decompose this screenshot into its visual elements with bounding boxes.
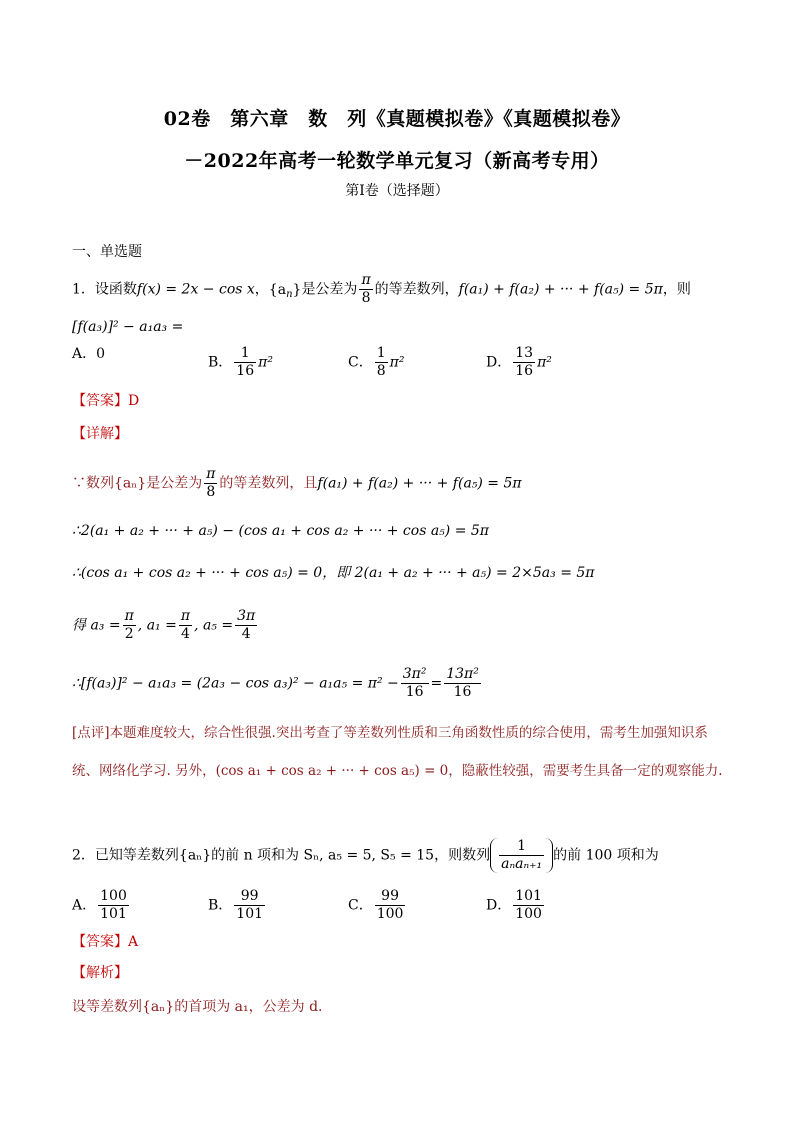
seq-close: }	[292, 281, 302, 298]
question-2-fraction	[499, 838, 544, 873]
step-4-mid-1: , a₁ =	[137, 617, 177, 634]
frac-num: 100	[100, 888, 127, 904]
question-2-option-a	[72, 888, 131, 923]
step-1-mid: 的等差数列，且	[219, 475, 318, 492]
frac-den: 4	[180, 626, 190, 642]
option-b-label: B．	[208, 354, 233, 371]
option-c-tail: π²	[389, 354, 405, 371]
question-1-mid2: 是公差为	[301, 281, 358, 298]
option-c-label: C．	[348, 354, 373, 371]
question-1-expression: [f(a₃)]² − a₁a₃ =	[72, 319, 184, 335]
question-1-answer: 【答案】D	[72, 393, 140, 409]
question-1-option-c	[348, 345, 404, 380]
option-d-fraction	[513, 345, 535, 380]
question-2-brace	[490, 838, 553, 873]
option-c-fraction	[375, 888, 406, 923]
question-2-option-c	[348, 888, 407, 923]
frac-den: 2	[124, 626, 134, 642]
question-2-option-b	[208, 888, 267, 923]
option-c-label: C．	[348, 897, 373, 914]
option-d-fraction	[513, 888, 544, 923]
option-c-fraction	[375, 345, 388, 380]
question-1-fraction	[359, 272, 372, 307]
frac-num: 13π²	[446, 666, 479, 682]
question-1-function: f(x) = 2x − cos x	[136, 281, 255, 298]
seq-open: {a	[268, 281, 287, 298]
option-b-fraction	[234, 888, 265, 923]
question-1-seq	[269, 282, 302, 298]
option-a-value: 0	[96, 346, 106, 362]
option-a-label: A．	[72, 346, 97, 362]
question-2-analysis-line-1: 设等差数列{aₙ}的首项为 a₁，公差为 d.	[72, 999, 323, 1015]
question-1-comment-line-1: [点评]本题难度较大，综合性很强.突出考查了等差数列性质和三角函数性质的综合使用，需考生加强知识系	[72, 725, 708, 741]
option-a-fraction	[98, 888, 129, 923]
frac-den: 8	[376, 363, 386, 379]
question-1-step-2: ∴2(a₁ + a₂ + ··· + a₅) − (cos a₁ + cos a₂ + ··· + cos a₅) = 5π	[72, 523, 489, 539]
question-1-option-d	[486, 345, 552, 380]
question-1-condition: f(a₁) + f(a₂) + ··· + f(a₅) = 5π	[458, 281, 663, 298]
frac-den: 8	[361, 290, 371, 306]
question-1-lead: 1．设函数	[72, 281, 137, 298]
question-2-analysis-label: 【解析】	[72, 965, 128, 981]
question-1-step-3: ∴(cos a₁ + cos a₂ + ··· + cos a₅) = 0，即 2(a₁ + a₂ + ··· + a₅) = 2×5a₃ = 5π	[72, 565, 595, 581]
frac-num: 1	[234, 345, 256, 363]
step-5-fraction-1	[401, 666, 429, 701]
frac-den: 16	[405, 684, 424, 700]
frac-num: π	[206, 466, 216, 482]
question-1-option-b	[208, 345, 273, 380]
step-1-lead: ∵数列{aₙ}是公差为	[72, 475, 203, 492]
frac-num: π	[180, 608, 191, 624]
frac-num: 13	[515, 345, 534, 361]
option-a-label: A．	[72, 897, 97, 914]
question-2-answer: 【答案】A	[72, 934, 139, 950]
frac-den: 4	[241, 626, 251, 642]
question-1-stem	[72, 272, 691, 307]
frac-num: 3π	[237, 608, 256, 624]
option-b-tail: π²	[258, 354, 273, 371]
frac-num: π	[124, 608, 134, 624]
step-4-fraction-1	[123, 608, 136, 643]
step-1-fraction	[204, 466, 217, 501]
step-1-tail: f(a₁) + f(a₂) + ··· + f(a₅) = 5π	[317, 475, 522, 492]
frac-den: 16	[236, 363, 255, 379]
seq-sub: n	[286, 288, 293, 300]
frac-num: 99	[375, 888, 406, 906]
frac-num: 1	[376, 345, 386, 361]
step-5-fraction-2	[444, 666, 481, 701]
question-1-option-a	[72, 345, 105, 363]
step-5-eq: =	[430, 675, 443, 692]
frac-den: 16	[453, 684, 472, 700]
question-2-option-d	[486, 888, 546, 923]
question-1-step-5	[72, 666, 483, 701]
page-title: 02卷 第六章 数 列《真题模拟卷》《真题模拟卷》	[163, 108, 631, 130]
frac-num: 1	[499, 838, 544, 856]
step-4-lead: 得 a₃ =	[72, 617, 121, 634]
step-5-lead: ∴[f(a₃)]² − a₁a₃ = (2a₃ − cos a₃)² − a₁a₅ = π² −	[72, 675, 399, 692]
option-b-label: B．	[208, 897, 233, 914]
step-4-fraction-2	[179, 608, 192, 643]
question-1-comment-line-2: 统、网络化学习. 另外，(cos a₁ + cos a₂ + ··· + cos a₅) = 0，隐蔽性较强，需要考生具备一定的观察能力.	[72, 763, 723, 779]
frac-den: 101	[100, 906, 127, 922]
question-1-tail: ，则	[662, 281, 691, 298]
frac-den: 16	[515, 363, 534, 379]
option-d-label: D．	[486, 354, 512, 371]
question-1-detail-label: 【详解】	[72, 426, 128, 442]
frac-num: π	[361, 272, 371, 288]
option-d-label: D．	[486, 897, 512, 914]
option-b-fraction	[234, 345, 256, 380]
frac-den: 101	[236, 906, 264, 922]
frac-num: 101	[515, 888, 542, 904]
step-4-mid-2: , a₅ =	[194, 617, 234, 634]
frac-den: 8	[206, 484, 216, 500]
question-1-step-4	[72, 608, 259, 643]
option-d-tail: π²	[537, 354, 552, 371]
question-1-sep: ，	[254, 281, 269, 298]
frac-num: 99	[234, 888, 265, 906]
paper-part-title: 第Ⅰ卷（选择题）	[345, 183, 449, 199]
question-2-lead: 2．已知等差数列{aₙ}的前 n 项和为 Sₙ, a₅ = 5, S₅ = 15，则数列	[72, 847, 491, 864]
question-2-tail: 的前 100 项和为	[553, 847, 659, 864]
step-4-fraction-3	[235, 608, 257, 643]
page-subtitle: －2022年高考一轮数学单元复习（新高考专用）	[184, 150, 610, 172]
frac-den: 100	[376, 906, 404, 922]
frac-den: aₙaₙ₊₁	[501, 856, 543, 872]
question-1-mid3: 的等差数列，	[374, 281, 459, 298]
question-1-step-1	[72, 466, 522, 501]
section-label: 一、单选题	[72, 244, 142, 260]
question-2-stem	[72, 838, 659, 873]
frac-den: 100	[515, 906, 542, 922]
frac-num: 3π²	[402, 666, 427, 682]
